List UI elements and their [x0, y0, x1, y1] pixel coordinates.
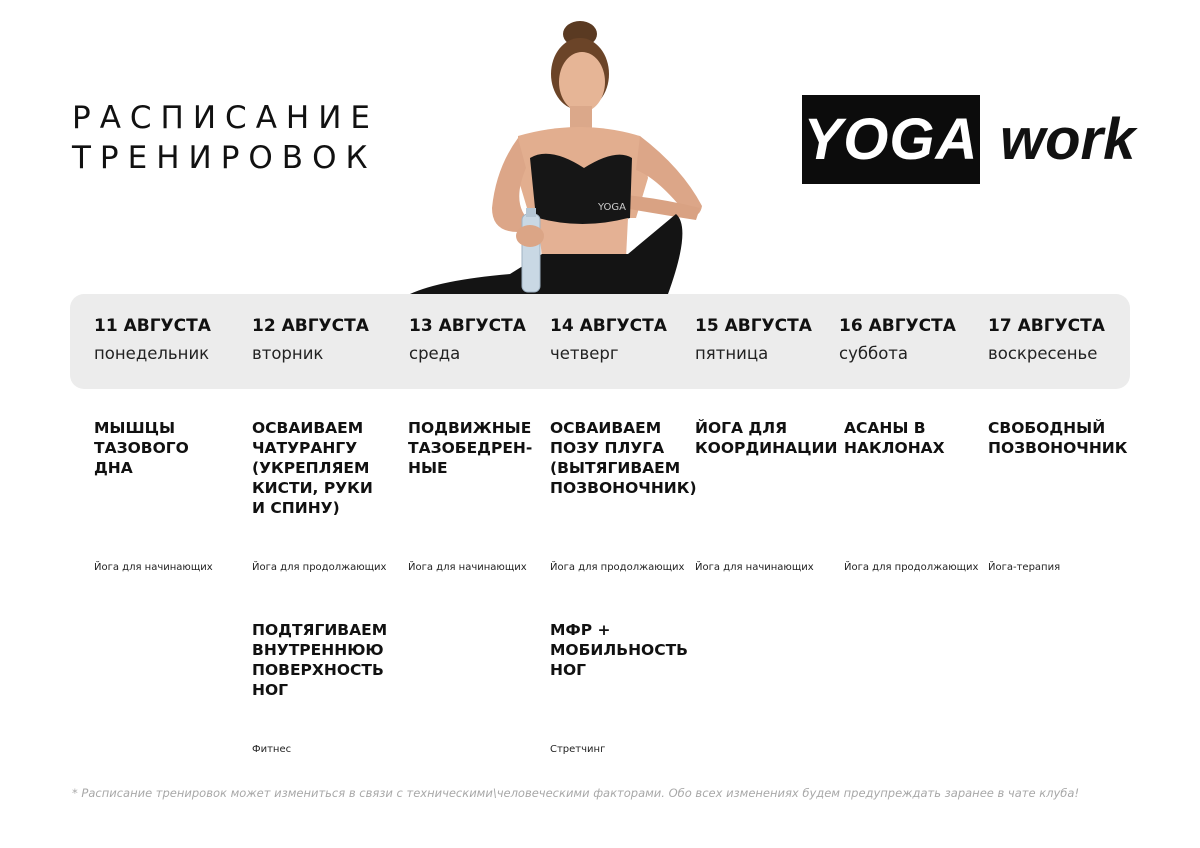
shirt-logo-text: YOGA [598, 202, 627, 213]
day-date: 16 АВГУСТА [839, 316, 956, 336]
day-weekday: среда [409, 344, 461, 363]
brand-logo [802, 95, 1135, 184]
class-card [844, 418, 979, 578]
class-card [252, 418, 387, 578]
class-card [408, 418, 533, 578]
logo-yoga-box: YOGA [802, 95, 980, 184]
day-weekday: пятница [695, 344, 769, 363]
class-type: Йога для начинающих [408, 562, 527, 573]
class-type: Йога для начинающих [695, 562, 814, 573]
class-card [988, 418, 1128, 578]
class-type: Йога для продолжающих [844, 562, 979, 573]
day-column-header [550, 316, 667, 363]
day-weekday: суббота [839, 344, 909, 363]
class-type: Стретчинг [550, 744, 606, 755]
class-type: Йога для продолжающих [252, 562, 387, 573]
day-column-header [252, 316, 369, 363]
class-card [252, 620, 388, 760]
class-type: Йога для начинающих [94, 562, 213, 573]
class-name: ОСВАИВАЕМ ЧАТУРАНГУ (УКРЕПЛЯЕМ КИСТИ, РУКИ И СПИНУ) [252, 419, 373, 517]
day-column-header [988, 316, 1105, 363]
title-line-1: РАСПИСАНИЕ [72, 100, 379, 136]
class-name: АСАНЫ В НАКЛОНАХ [844, 419, 945, 457]
class-type: Фитнес [252, 744, 292, 755]
class-name: ОСВАИВАЕМ ПОЗУ ПЛУГА (ВЫТЯГИВАЕМ ПОЗВОНОЧНИК) [550, 419, 697, 497]
footnote: * Расписание тренировок может измениться в связи с техническими\человеческими факторами. Обо всех изменениях будем предупреждать заранее в чате клуба! [72, 786, 1080, 800]
class-type: Йога для продолжающих [550, 562, 685, 573]
instructor-photo [400, 18, 720, 298]
class-card [94, 418, 219, 578]
class-name: ПОДВИЖНЫЕ ТАЗОБЕДРЕН-НЫЕ [408, 419, 533, 477]
class-card [550, 418, 697, 578]
day-column-header [94, 316, 211, 363]
days-header-bar [70, 294, 1130, 389]
class-card [695, 418, 838, 578]
logo-work-text: work [1000, 107, 1136, 172]
day-weekday: понедельник [94, 344, 210, 363]
day-column-header [695, 316, 812, 363]
day-weekday: четверг [550, 344, 619, 363]
day-weekday: вторник [252, 344, 324, 363]
class-name: МЫШЦЫ ТАЗОВОГО ДНА [94, 419, 189, 477]
day-date: 15 АВГУСТА [695, 316, 812, 336]
day-column-header [409, 316, 526, 363]
day-column-header [839, 316, 956, 363]
day-date: 13 АВГУСТА [409, 316, 526, 336]
day-date: 12 АВГУСТА [252, 316, 369, 336]
title-line-2: ТРЕНИРОВОК [72, 140, 377, 176]
class-name: СВОБОДНЫЙ ПОЗВОНОЧНИК [988, 419, 1128, 457]
class-type: Йога-терапия [988, 562, 1061, 573]
day-weekday: воскресенье [988, 344, 1098, 363]
class-card [550, 620, 688, 760]
class-name: ЙОГА ДЛЯ КООРДИНАЦИИ [695, 419, 838, 457]
day-date: 17 АВГУСТА [988, 316, 1105, 336]
day-date: 11 АВГУСТА [94, 316, 211, 336]
class-name: ПОДТЯГИВАЕМ ВНУТРЕННЮЮ ПОВЕРХНОСТЬ НОГ [252, 621, 388, 699]
class-name: МФР + МОБИЛЬНОСТЬ НОГ [550, 621, 688, 679]
page-title [72, 98, 379, 178]
day-date: 14 АВГУСТА [550, 316, 667, 336]
